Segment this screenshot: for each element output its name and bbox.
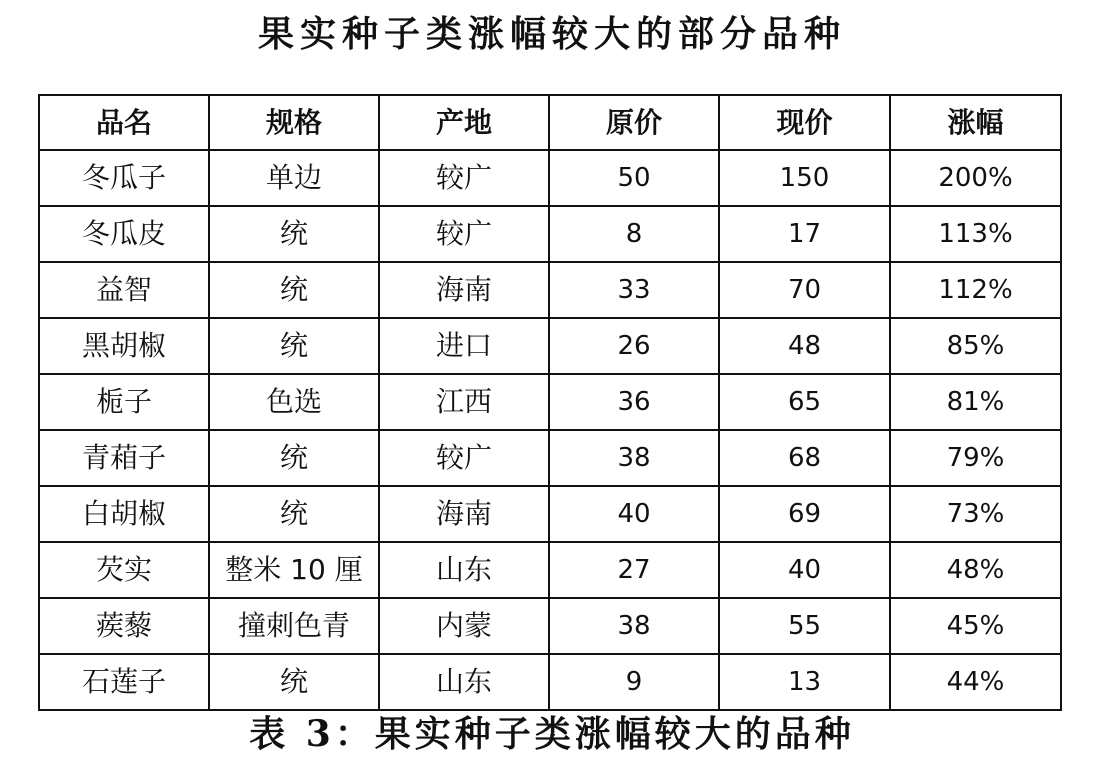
header-increase: 涨幅 [890,95,1061,150]
cell-origin: 山东 [379,654,549,710]
cell-name: 蒺藜 [39,598,209,654]
cell-spec: 单边 [209,150,379,206]
cell-spec: 整米 10 厘 [209,542,379,598]
cell-name: 黑胡椒 [39,318,209,374]
cell-increase: 48% [890,542,1061,598]
cell-current-price: 150 [719,150,890,206]
header-name: 品名 [39,95,209,150]
table-caption: 表 3：果实种子类涨幅较大的品种 [249,713,855,755]
table-row [39,206,1061,262]
price-increase-table [38,94,1062,711]
cell-original-price: 27 [549,542,719,598]
cell-original-price: 9 [549,654,719,710]
cell-spec: 统 [209,430,379,486]
table-row [39,542,1061,598]
cell-original-price: 38 [549,430,719,486]
cell-spec: 色选 [209,374,379,430]
cell-original-price: 33 [549,262,719,318]
table-title: 果实种子类涨幅较大的部分品种 [257,13,846,55]
cell-origin: 江西 [379,374,549,430]
cell-name: 冬瓜子 [39,150,209,206]
cell-spec: 统 [209,262,379,318]
cell-increase: 81% [890,374,1061,430]
cell-name: 石莲子 [39,654,209,710]
cell-increase: 44% [890,654,1061,710]
cell-origin: 进口 [379,318,549,374]
table-row [39,486,1061,542]
table-row [39,318,1061,374]
cell-current-price: 69 [719,486,890,542]
cell-current-price: 17 [719,206,890,262]
cell-spec: 统 [209,486,379,542]
cell-increase: 85% [890,318,1061,374]
cell-spec: 统 [209,654,379,710]
cell-original-price: 50 [549,150,719,206]
cell-origin: 海南 [379,486,549,542]
cell-name: 芡实 [39,542,209,598]
cell-increase: 45% [890,598,1061,654]
cell-origin: 山东 [379,542,549,598]
table-row [39,262,1061,318]
cell-name: 青葙子 [39,430,209,486]
cell-origin: 较广 [379,430,549,486]
cell-name: 白胡椒 [39,486,209,542]
cell-current-price: 13 [719,654,890,710]
cell-spec: 撞刺色青 [209,598,379,654]
cell-current-price: 68 [719,430,890,486]
cell-original-price: 36 [549,374,719,430]
cell-increase: 79% [890,430,1061,486]
cell-original-price: 26 [549,318,719,374]
cell-spec: 统 [209,318,379,374]
cell-increase: 113% [890,206,1061,262]
cell-original-price: 8 [549,206,719,262]
table-row [39,150,1061,206]
cell-name: 益智 [39,262,209,318]
cell-origin: 较广 [379,150,549,206]
cell-spec: 统 [209,206,379,262]
table-row [39,654,1061,710]
cell-increase: 200% [890,150,1061,206]
header-current-price: 现价 [719,95,890,150]
table-row [39,374,1061,430]
cell-current-price: 48 [719,318,890,374]
table-row [39,598,1061,654]
cell-original-price: 40 [549,486,719,542]
cell-current-price: 55 [719,598,890,654]
cell-original-price: 38 [549,598,719,654]
cell-increase: 112% [890,262,1061,318]
cell-current-price: 70 [719,262,890,318]
cell-current-price: 40 [719,542,890,598]
header-spec: 规格 [209,95,379,150]
cell-current-price: 65 [719,374,890,430]
cell-origin: 内蒙 [379,598,549,654]
cell-origin: 较广 [379,206,549,262]
cell-origin: 海南 [379,262,549,318]
table-row [39,430,1061,486]
header-original-price: 原价 [549,95,719,150]
header-origin: 产地 [379,95,549,150]
table-header-row [39,95,1061,150]
cell-name: 冬瓜皮 [39,206,209,262]
cell-name: 栀子 [39,374,209,430]
cell-increase: 73% [890,486,1061,542]
